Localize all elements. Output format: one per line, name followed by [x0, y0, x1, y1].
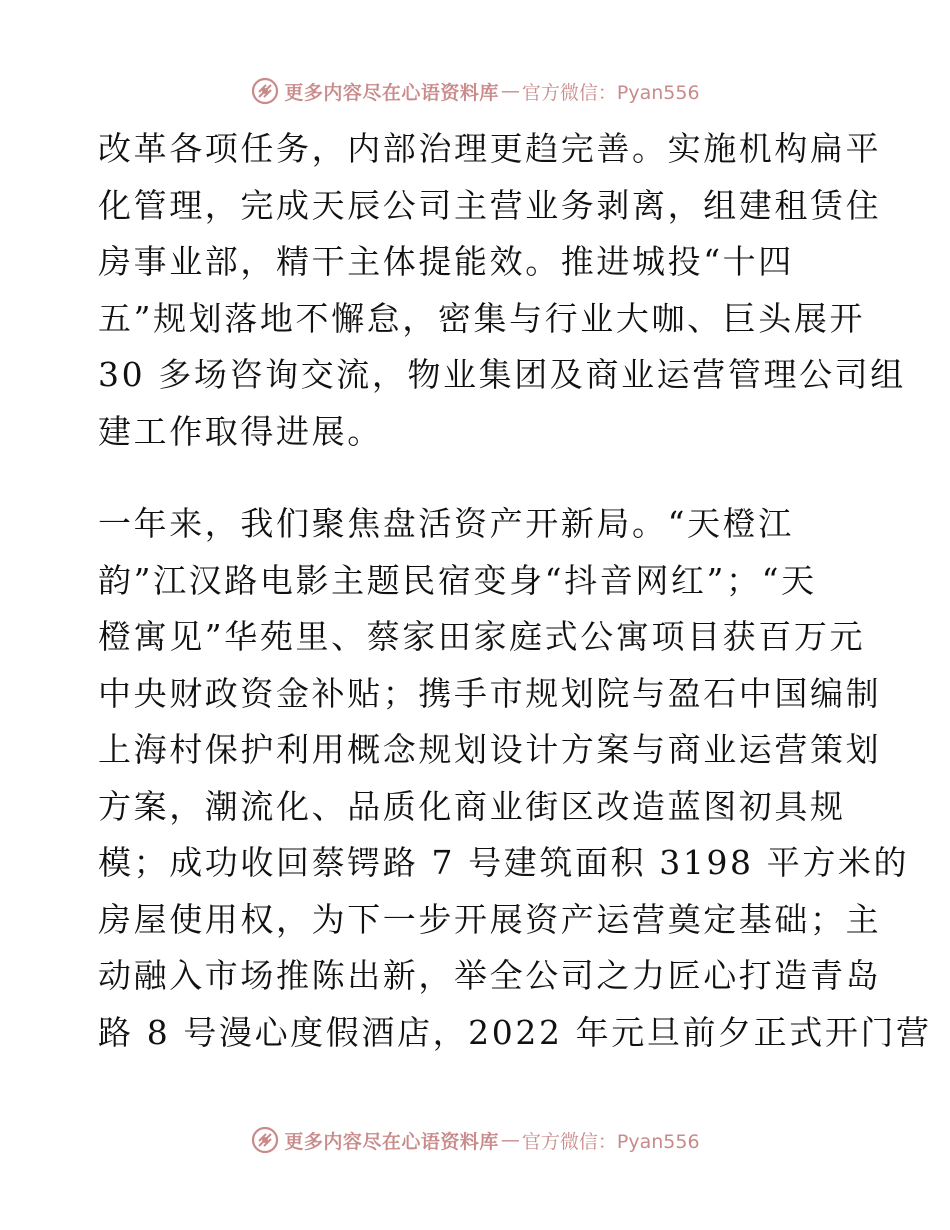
- text-line: 模；成功收回蔡锷路 7 号建筑面积 3198 平方米的: [98, 843, 910, 882]
- text-line: 橙寓见”华苑里、蔡家田家庭式公寓项目获百万元: [98, 617, 866, 656]
- text-line: 中央财政资金补贴；携手市规划院与盈石中国编制: [98, 673, 882, 713]
- paragraph-reform: [98, 121, 906, 460]
- watermark-wechat: 官方微信：Pyan556: [521, 81, 700, 104]
- text-line: 化管理，完成天辰公司主营业务剥离，组建租赁住: [98, 185, 882, 225]
- text-line: 韵”江汉路电影主题民宿变身“抖音网红”；“天: [98, 560, 817, 600]
- header-watermark: [0, 73, 950, 109]
- watermark-separator: —: [500, 80, 520, 102]
- watermark-title: 更多内容尽在心语资料库: [284, 81, 499, 104]
- text-line: 五”规划落地不懈怠，密集与行业大咖、巨头展开: [98, 298, 866, 338]
- text-line: 路 8 号漫心度假酒店，2022 年元旦前夕正式开门营: [98, 1012, 932, 1052]
- watermark-title: 更多内容尽在心语资料库: [284, 1130, 499, 1153]
- text-line: 上海村保护利用概念规划设计方案与商业运营策划: [98, 730, 882, 769]
- watermark-wechat: 官方微信：Pyan556: [521, 1130, 700, 1153]
- text-line: 房屋使用权，为下一步开展资产运营奠定基础；主: [98, 899, 882, 939]
- text-line: 房事业部，精干主体提能效。推进城投“十四: [98, 242, 794, 281]
- text-line: 建工作取得进展。: [98, 411, 383, 451]
- quill-logo-icon: [250, 1125, 280, 1155]
- document-body: [98, 121, 932, 1061]
- text-line: 动融入市场推陈出新，举全公司之力匠心打造青岛: [98, 956, 882, 995]
- text-line: 30 多场咨询交流，物业集团及商业运营管理公司组: [98, 355, 906, 394]
- watermark-separator: —: [500, 1129, 520, 1151]
- paragraph-gap: [98, 460, 858, 496]
- text-line: 方案，潮流化、品质化商业街区改造蓝图初具规: [98, 786, 846, 826]
- footer-watermark: [0, 1122, 950, 1158]
- text-line: 一年来，我们聚焦盘活资产开新局。“天橙江: [98, 504, 794, 543]
- paragraph-assets: [98, 496, 932, 1061]
- quill-logo-icon: [250, 76, 280, 106]
- text-line: 改革各项任务，内部治理更趋完善。实施机构扁平: [98, 129, 882, 168]
